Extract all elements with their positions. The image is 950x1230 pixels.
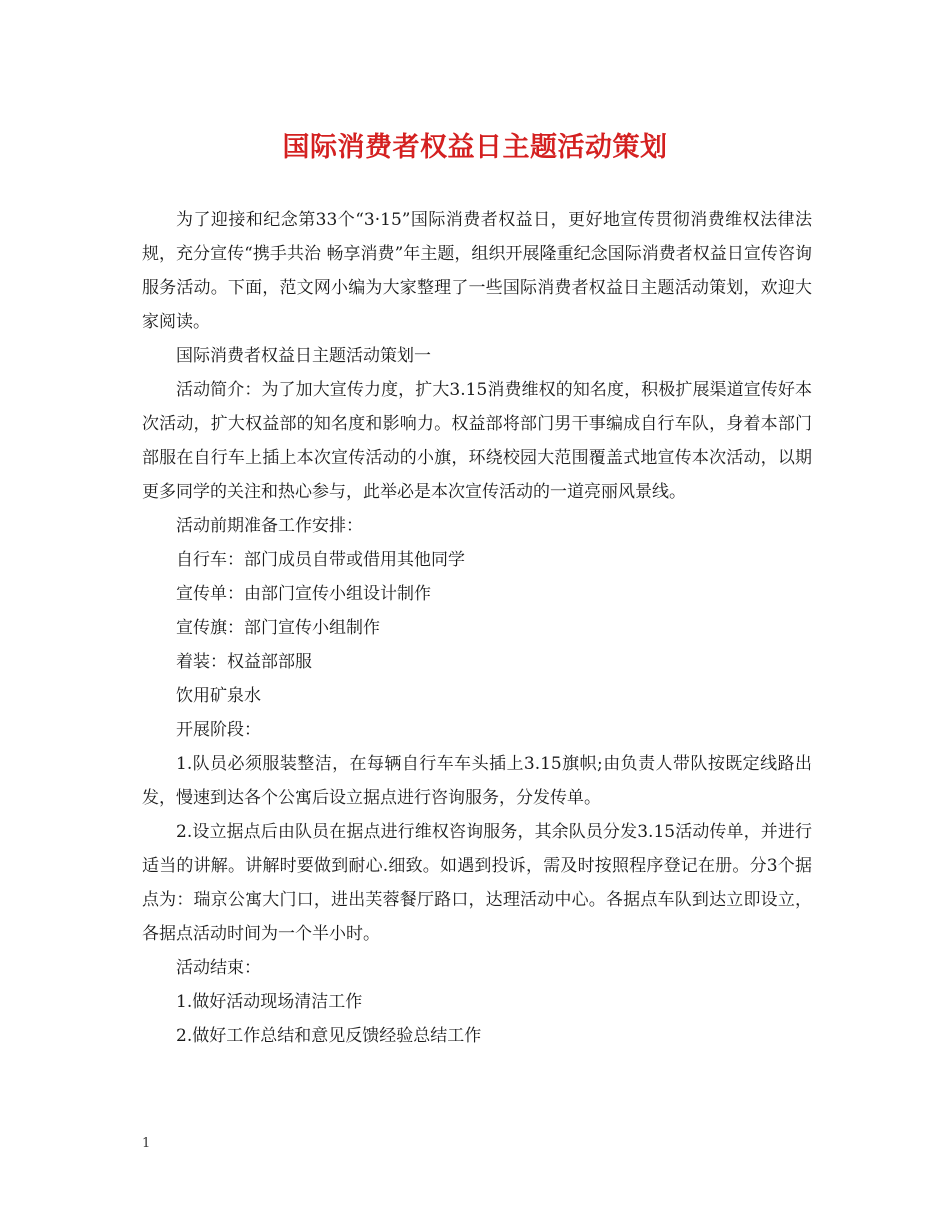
closing-heading: 活动结束： <box>176 958 261 978</box>
preparation-item-bicycle: 自行车：部门成员自带或借用其他同学 <box>176 550 465 570</box>
preparation-item-leaflet: 宣传单：由部门宣传小组设计制作 <box>176 584 431 604</box>
document-body <box>142 203 812 1053</box>
page-number: 1 <box>142 1136 151 1151</box>
preparation-item-attire: 着装：权益部部服 <box>176 652 312 672</box>
activity-intro-paragraph: 活动简介：为了加大宣传力度，扩大3.15消费维权的知名度，积极扩展渠道宣传好本次活动，扩大权益部的知名度和影响力。权益部将部门男干事编成自行车队，身着本部门部服在自行车上插上本次宣传活动的小旗，环绕校园大范围覆盖式地宣传本次活动，以期更多同学的关注和热心参与，此举必是本次宣传活动的一道亮丽风景线。 <box>142 380 812 502</box>
execution-heading: 开展阶段： <box>176 720 261 740</box>
document-title: 国际消费者权益日主题活动策划 <box>282 132 668 163</box>
execution-step-1: 1.队员必须服装整洁，在每辆自行车车头插上3.15旗帜;由负责人带队按既定线路出发，慢速到达各个公寓后设立据点进行咨询服务，分发传单。 <box>142 754 812 808</box>
closing-step-2: 2.做好工作总结和意见反馈经验总结工作 <box>176 1026 482 1046</box>
closing-step-1: 1.做好活动现场清洁工作 <box>176 992 363 1012</box>
preparation-item-water: 饮用矿泉水 <box>176 686 261 706</box>
intro-paragraph: 为了迎接和纪念第33个“3·15”国际消费者权益日，更好地宣传贯彻消费维权法律法规，充分宣传“携手共治 畅享消费”年主题，组织开展隆重纪念国际消费者权益日宣传咨询服务活动。下面，范文网小编为大家整理了一些国际消费者权益日主题活动策划，欢迎大家阅读。 <box>142 210 812 332</box>
preparation-item-flag: 宣传旗：部门宣传小组制作 <box>176 618 380 638</box>
preparation-heading: 活动前期准备工作安排： <box>176 516 363 536</box>
section-heading: 国际消费者权益日主题活动策划一 <box>176 346 431 366</box>
execution-step-2: 2.设立据点后由队员在据点进行维权咨询服务，其余队员分发3.15活动传单，并进行适当的讲解。讲解时要做到耐心.细致。如遇到投诉，需及时按照程序登记在册。分3个据点为：瑞京公寓大门口，进出芙蓉餐厅路口，达理活动中心。各据点车队到达立即设立，各据点活动时间为一个半小时。 <box>142 822 812 944</box>
